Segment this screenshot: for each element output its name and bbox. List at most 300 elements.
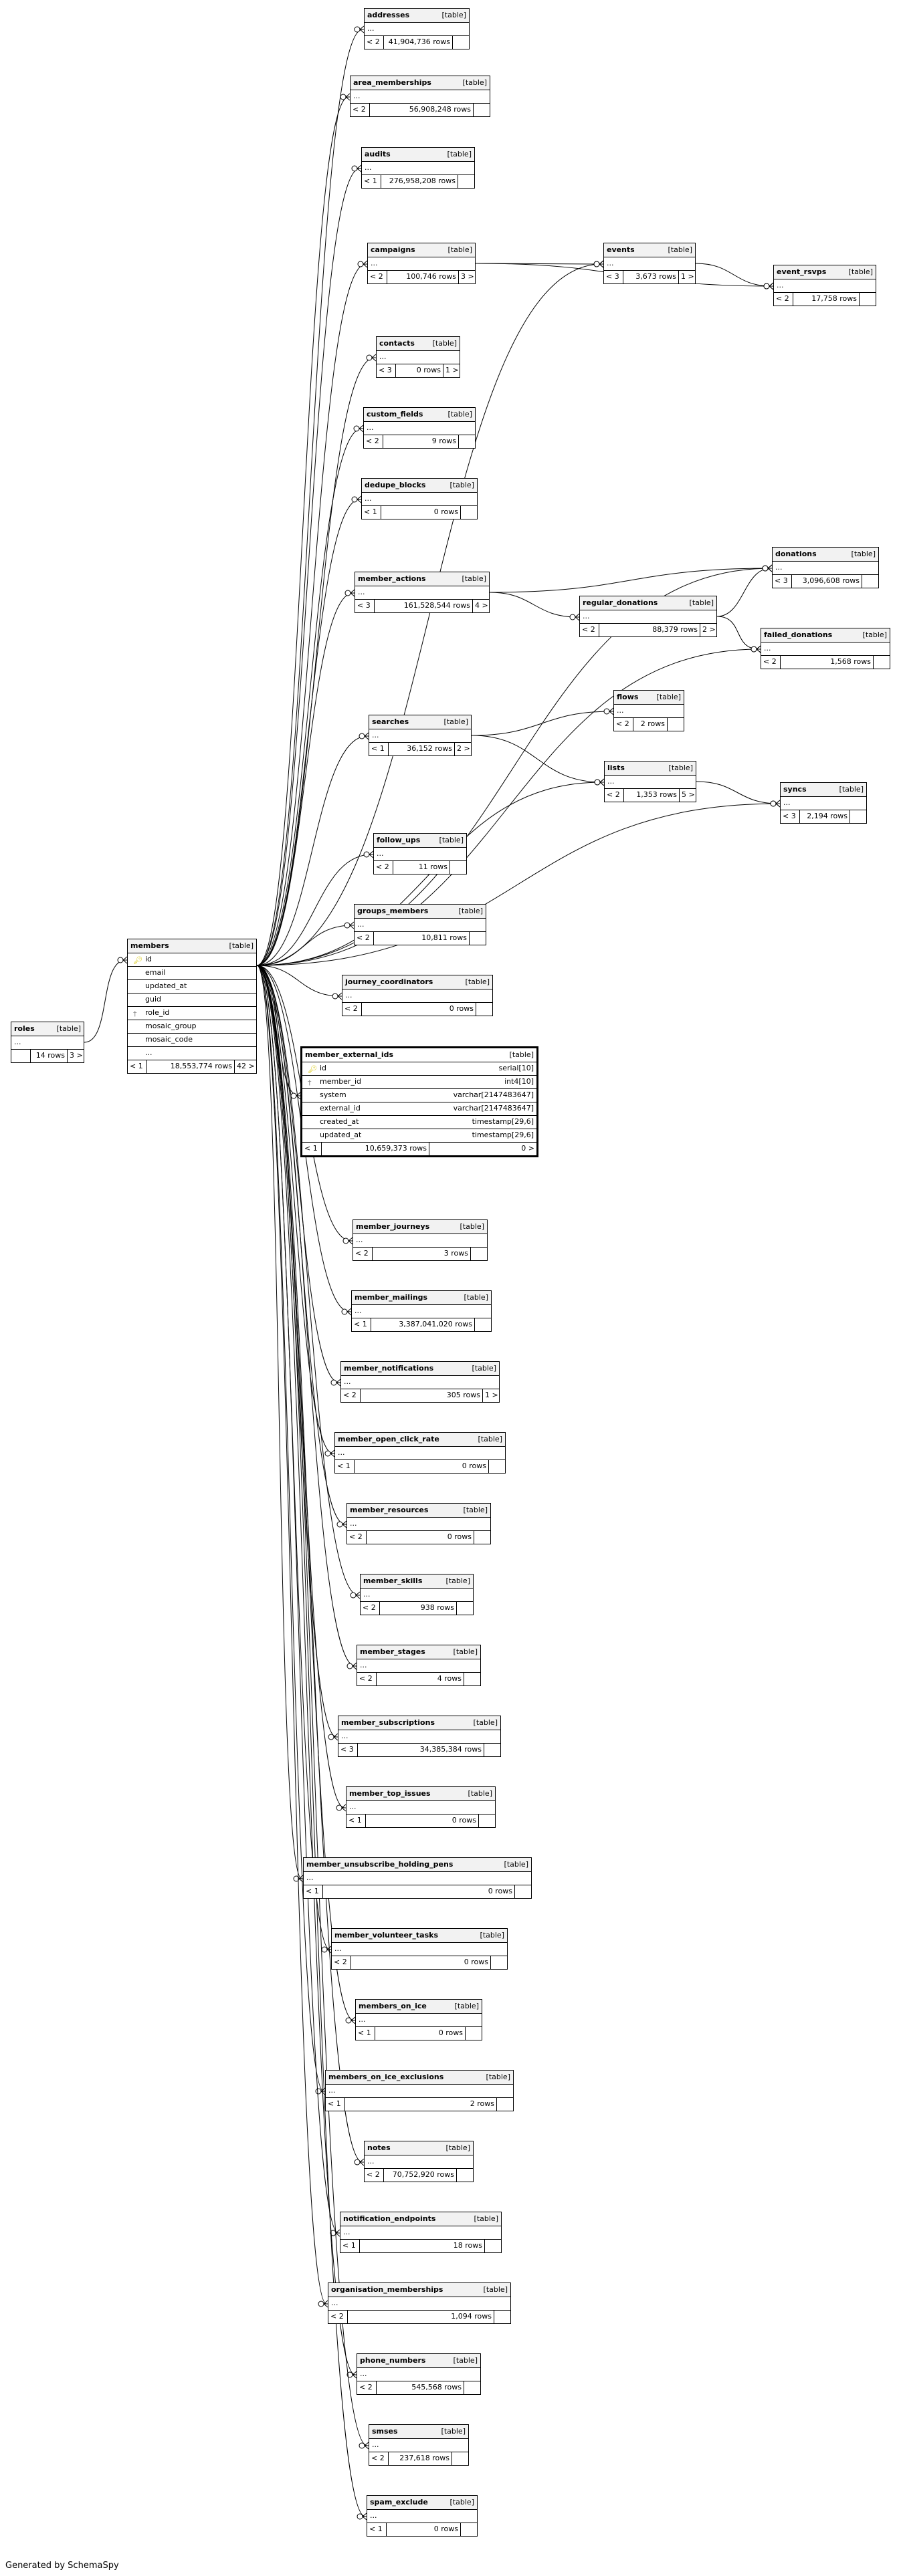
table-campaigns[interactable] bbox=[367, 243, 476, 284]
column-name bbox=[128, 980, 256, 993]
table-header bbox=[369, 2425, 468, 2438]
children-count bbox=[490, 1956, 507, 1969]
table-lists[interactable] bbox=[604, 761, 696, 802]
table-kind: [table] bbox=[458, 907, 483, 915]
crowfoot-marker bbox=[346, 2017, 355, 2024]
children-count bbox=[496, 2098, 513, 2111]
ellipsis-row bbox=[364, 421, 475, 435]
parents-count: < 1 bbox=[342, 2241, 356, 2250]
children-count bbox=[476, 1003, 492, 1016]
table-footer bbox=[355, 931, 486, 945]
table-footer bbox=[341, 1389, 499, 1402]
children-count bbox=[450, 861, 466, 874]
table-header bbox=[781, 783, 866, 796]
table-header bbox=[351, 76, 490, 90]
column-row bbox=[302, 1075, 536, 1088]
children-count bbox=[464, 1673, 480, 1685]
table-members-on-ice[interactable] bbox=[355, 1999, 482, 2040]
column-type: int4[10] bbox=[504, 1077, 534, 1086]
table-footer bbox=[605, 788, 696, 802]
row-count: 305 rows bbox=[360, 1389, 482, 1402]
crowfoot-marker bbox=[355, 26, 364, 33]
table-kind: [table] bbox=[450, 2498, 474, 2506]
parents-count: < 3 bbox=[606, 272, 619, 281]
table-name: members bbox=[130, 941, 169, 950]
ellipsis: ... bbox=[358, 588, 365, 596]
table-header bbox=[332, 1929, 507, 1942]
table-member-stages[interactable] bbox=[357, 1645, 481, 1686]
row-count: 0 rows bbox=[354, 1460, 488, 1473]
ellipsis: ... bbox=[355, 1306, 362, 1315]
table-header bbox=[128, 939, 256, 953]
parents-count: < 2 bbox=[616, 719, 629, 728]
parents-count: < 2 bbox=[370, 272, 383, 281]
ellipsis: ... bbox=[344, 1377, 351, 1386]
column-row bbox=[302, 1062, 536, 1075]
crowfoot-marker bbox=[764, 283, 773, 289]
children-count: 1 > bbox=[443, 364, 460, 377]
row-count: 0 rows bbox=[351, 1956, 490, 1969]
row-count: 10,811 rows bbox=[373, 932, 469, 945]
table-member-unsubscribe-holding-pens[interactable] bbox=[303, 1857, 532, 1899]
crowfoot-marker bbox=[291, 1092, 300, 1099]
crowfoot-marker bbox=[337, 1521, 346, 1528]
column-label: member_id bbox=[320, 1077, 362, 1086]
primary-key-icon: 🔑︎ bbox=[308, 1065, 317, 1074]
ellipsis-row bbox=[11, 1036, 84, 1049]
table-phone-numbers[interactable] bbox=[357, 2353, 481, 2395]
table-header bbox=[364, 408, 475, 421]
table-footer bbox=[342, 1002, 492, 1016]
row-count: 3 rows bbox=[372, 1248, 470, 1260]
column-label: id bbox=[145, 955, 153, 963]
parents-count: < 2 bbox=[363, 1603, 376, 1612]
footer-credit: Generated by SchemaSpy bbox=[5, 2561, 119, 2571]
column-label: updated_at bbox=[320, 1131, 362, 1139]
table-footer bbox=[362, 174, 474, 188]
table-name: member_unsubscribe_holding_pens bbox=[306, 1860, 454, 1869]
ellipsis-row bbox=[604, 257, 695, 270]
table-footer bbox=[614, 717, 684, 731]
table-smses[interactable] bbox=[369, 2424, 469, 2466]
ellipsis: ... bbox=[350, 1519, 357, 1528]
table-groups-members[interactable] bbox=[354, 904, 486, 945]
table-kind: [table] bbox=[447, 150, 472, 158]
parents-count: < 1 bbox=[364, 177, 377, 185]
crowfoot-marker bbox=[355, 2159, 364, 2165]
table-name: members_on_ice bbox=[359, 2002, 427, 2010]
table-name: member_mailings bbox=[355, 1293, 428, 1302]
column-name bbox=[128, 1007, 256, 1020]
table-name: organisation_memberships bbox=[331, 2285, 443, 2294]
ellipsis-row bbox=[773, 561, 878, 574]
crowfoot-marker bbox=[367, 354, 376, 361]
table-name: flows bbox=[617, 693, 639, 701]
children-count bbox=[470, 1248, 487, 1260]
crowfoot-marker bbox=[751, 646, 761, 653]
column-label: email bbox=[145, 968, 166, 977]
table-footer bbox=[368, 270, 475, 283]
ellipsis-row bbox=[369, 2438, 468, 2452]
table-kind: [table] bbox=[443, 717, 468, 726]
crowfoot-marker bbox=[570, 614, 579, 620]
table-organisation-memberships[interactable] bbox=[328, 2282, 511, 2324]
ellipsis: ... bbox=[372, 731, 379, 739]
ellipsis: ... bbox=[607, 777, 615, 786]
crowfoot-marker bbox=[347, 1663, 357, 1669]
row-count: 1,094 rows bbox=[347, 2311, 494, 2323]
crowfoot-marker bbox=[344, 922, 354, 929]
column-label: mosaic_code bbox=[145, 1035, 193, 1044]
children-count bbox=[469, 932, 486, 945]
parents-count: < 2 bbox=[367, 2170, 380, 2179]
table-kind: [table] bbox=[668, 245, 692, 254]
table-name: journey_coordinators bbox=[345, 977, 433, 986]
table-name: phone_numbers bbox=[360, 2356, 426, 2365]
crowfoot-marker bbox=[332, 993, 342, 1000]
parents-count: < 2 bbox=[376, 862, 389, 871]
table-syncs[interactable] bbox=[780, 782, 867, 824]
parents-count: < 2 bbox=[776, 294, 789, 303]
row-count: 0 rows bbox=[366, 1531, 474, 1544]
table-name: addresses bbox=[367, 11, 410, 19]
table-name: member_volunteer_tasks bbox=[334, 1931, 438, 1940]
table-journey-coordinators[interactable] bbox=[342, 975, 493, 1016]
foreign-key-icon: † bbox=[133, 1010, 137, 1018]
ellipsis: ... bbox=[367, 2157, 375, 2165]
ellipsis: ... bbox=[365, 163, 372, 172]
table-footer bbox=[352, 1318, 491, 1331]
ellipsis-row bbox=[362, 492, 477, 505]
table-kind: [table] bbox=[460, 1222, 484, 1231]
table-name: members_on_ice_exclusions bbox=[328, 2073, 444, 2081]
table-member-journeys[interactable] bbox=[353, 1219, 488, 1261]
row-count: 4 rows bbox=[376, 1673, 464, 1685]
row-count: 18 rows bbox=[359, 2240, 484, 2252]
children-count: 2 > bbox=[454, 743, 471, 755]
table-name: roles bbox=[14, 1024, 35, 1033]
table-name: member_open_click_rate bbox=[338, 1435, 439, 1443]
table-kind: [table] bbox=[464, 1293, 488, 1302]
table-failed-donations[interactable] bbox=[761, 628, 890, 669]
ellipsis: ... bbox=[349, 1802, 357, 1811]
table-header bbox=[357, 1645, 480, 1659]
column-label: system bbox=[320, 1090, 346, 1099]
relationship-line bbox=[257, 804, 779, 965]
table-footer bbox=[128, 1060, 256, 1073]
ellipsis: ... bbox=[353, 92, 361, 100]
row-count: 2,194 rows bbox=[799, 810, 850, 823]
column-name bbox=[128, 993, 256, 1006]
table-dedupe-blocks[interactable] bbox=[361, 478, 478, 519]
table-kind: [table] bbox=[454, 2002, 479, 2010]
crowfoot-marker bbox=[343, 1238, 353, 1244]
row-count: 56,908,248 rows bbox=[369, 104, 473, 116]
ellipsis: ... bbox=[783, 798, 791, 807]
table-kind: [table] bbox=[445, 1576, 470, 1585]
table-footer bbox=[377, 364, 460, 377]
children-count: 42 > bbox=[234, 1060, 256, 1073]
table-events[interactable] bbox=[603, 243, 696, 284]
table-members[interactable] bbox=[127, 939, 257, 1074]
parents-count: < 2 bbox=[344, 1004, 358, 1013]
parents-count: < 1 bbox=[304, 1144, 318, 1153]
column-name bbox=[128, 1047, 256, 1060]
relationship-line bbox=[257, 593, 353, 965]
table-member-subscriptions[interactable] bbox=[338, 1716, 501, 1757]
row-count: 18,553,774 rows bbox=[146, 1060, 234, 1073]
ellipsis: ... bbox=[617, 706, 624, 715]
table-member-volunteer-tasks[interactable] bbox=[331, 1928, 508, 1970]
ellipsis-row bbox=[342, 989, 492, 1002]
table-footer bbox=[374, 860, 466, 874]
table-kind: [table] bbox=[432, 339, 457, 348]
table-name: event_rsvps bbox=[777, 267, 827, 276]
column-label: role_id bbox=[145, 1008, 170, 1017]
table-custom-fields[interactable] bbox=[363, 407, 476, 449]
table-kind: [table] bbox=[474, 2214, 498, 2223]
table-header bbox=[377, 337, 460, 350]
table-kind: [table] bbox=[478, 1435, 502, 1443]
table-kind: [table] bbox=[483, 2285, 508, 2294]
ellipsis-row bbox=[365, 22, 469, 35]
table-kind: [table] bbox=[509, 1050, 534, 1059]
relationship-line bbox=[717, 616, 759, 649]
ellipsis-row bbox=[332, 1942, 507, 1956]
crowfoot-marker bbox=[763, 565, 772, 572]
table-member-actions[interactable] bbox=[355, 572, 490, 613]
relationship-line bbox=[257, 965, 333, 1453]
ellipsis-row bbox=[347, 1517, 490, 1530]
table-event-rsvps[interactable] bbox=[773, 265, 876, 306]
row-count: 1,353 rows bbox=[623, 789, 679, 802]
table-member-notifications[interactable] bbox=[340, 1361, 500, 1403]
table-regular-donations[interactable] bbox=[579, 596, 717, 637]
column-type: varchar[2147483647] bbox=[453, 1104, 534, 1113]
parents-count: < 2 bbox=[607, 790, 620, 799]
table-name: member_notifications bbox=[344, 1364, 434, 1373]
children-count bbox=[474, 1531, 490, 1544]
table-header bbox=[346, 1787, 495, 1800]
crowfoot-marker bbox=[331, 1379, 340, 1386]
children-count bbox=[460, 2523, 477, 2536]
children-count bbox=[514, 1885, 531, 1898]
row-count: 0 rows bbox=[361, 1003, 476, 1016]
table-header bbox=[367, 2496, 477, 2509]
table-addresses[interactable] bbox=[364, 8, 470, 49]
table-member-top-issues[interactable] bbox=[346, 1786, 496, 1828]
table-member-skills[interactable] bbox=[360, 1574, 474, 1615]
table-member-mailings[interactable] bbox=[351, 1290, 492, 1332]
ellipsis: ... bbox=[764, 644, 771, 653]
parents-count: < 1 bbox=[337, 1461, 351, 1470]
member-external-ids-columns bbox=[302, 1062, 536, 1142]
table-header bbox=[302, 1048, 536, 1062]
table-footer bbox=[761, 655, 890, 669]
children-count bbox=[474, 1318, 491, 1331]
table-name: member_actions bbox=[358, 574, 426, 583]
table-kind: [table] bbox=[468, 1789, 492, 1798]
column-row bbox=[128, 1020, 256, 1033]
table-contacts[interactable] bbox=[376, 336, 460, 378]
column-name bbox=[302, 1062, 536, 1075]
table-follow-ups[interactable] bbox=[373, 833, 467, 874]
table-name: lists bbox=[607, 764, 625, 772]
table-name: member_top_issues bbox=[349, 1789, 431, 1798]
crowfoot-marker bbox=[594, 261, 603, 267]
table-area-memberships[interactable] bbox=[350, 76, 490, 117]
table-footer bbox=[773, 574, 878, 588]
table-spam-exclude[interactable] bbox=[367, 2495, 478, 2537]
parents-count: < 1 bbox=[354, 1320, 367, 1328]
children-count: 1 > bbox=[678, 271, 695, 283]
row-count: 0 rows bbox=[386, 2523, 460, 2536]
table-header bbox=[362, 479, 477, 492]
table-kind: [table] bbox=[689, 598, 714, 607]
ellipsis: ... bbox=[377, 849, 384, 858]
parents-count bbox=[11, 1050, 30, 1062]
children-count bbox=[484, 1744, 500, 1756]
parents-count: < 2 bbox=[371, 2454, 385, 2462]
crowfoot-marker bbox=[325, 1450, 334, 1457]
table-footer bbox=[304, 1885, 531, 1898]
ellipsis: ... bbox=[365, 494, 372, 503]
column-name bbox=[128, 1020, 256, 1033]
crowfoot-marker bbox=[604, 708, 613, 715]
ellipsis: ... bbox=[345, 991, 353, 1000]
table-member-resources[interactable] bbox=[346, 1503, 491, 1544]
ellipsis-row bbox=[340, 2226, 501, 2239]
children-count bbox=[473, 104, 490, 116]
parents-count: < 3 bbox=[357, 601, 371, 610]
crowfoot-marker bbox=[358, 261, 367, 267]
column-name bbox=[128, 1034, 256, 1046]
ellipsis: ... bbox=[777, 281, 784, 289]
ellipsis-row bbox=[357, 2367, 480, 2381]
ellipsis-row bbox=[346, 1800, 495, 1814]
table-header bbox=[365, 2141, 473, 2155]
row-count: 0 rows bbox=[375, 2027, 465, 2040]
children-count bbox=[862, 575, 878, 588]
table-footer bbox=[365, 2168, 473, 2182]
column-label: ... bbox=[145, 1048, 153, 1057]
table-name: contacts bbox=[379, 339, 415, 348]
table-footer bbox=[365, 35, 469, 49]
table-header bbox=[604, 243, 695, 257]
table-kind: [table] bbox=[229, 941, 254, 950]
children-count: 1 > bbox=[482, 1389, 499, 1402]
table-kind: [table] bbox=[656, 693, 681, 701]
ellipsis: ... bbox=[331, 2299, 338, 2307]
table-name: member_external_ids bbox=[305, 1050, 394, 1059]
ellipsis: ... bbox=[372, 2440, 379, 2449]
children-count bbox=[452, 2452, 468, 2465]
column-row bbox=[128, 953, 256, 966]
column-name bbox=[302, 1089, 536, 1102]
ellipsis-row bbox=[367, 2509, 477, 2523]
table-flows[interactable] bbox=[613, 690, 684, 731]
table-name: donations bbox=[775, 550, 817, 558]
relationship-line bbox=[84, 960, 126, 1042]
column-name bbox=[302, 1129, 536, 1142]
parents-count: < 1 bbox=[369, 2525, 383, 2533]
table-header bbox=[355, 572, 489, 586]
column-type: serial[10] bbox=[498, 1064, 534, 1072]
relationship-line bbox=[257, 97, 348, 965]
children-count bbox=[667, 718, 684, 731]
table-donations[interactable] bbox=[772, 547, 879, 588]
table-kind: [table] bbox=[445, 2143, 470, 2152]
row-count: 36,152 rows bbox=[388, 743, 454, 755]
table-notification-endpoints[interactable] bbox=[340, 2212, 502, 2253]
ellipsis-row bbox=[341, 1375, 499, 1389]
table-footer bbox=[362, 505, 477, 519]
row-count: 161,528,544 rows bbox=[374, 600, 472, 612]
table-kind: [table] bbox=[441, 2427, 466, 2436]
row-count: 2 rows bbox=[633, 718, 667, 731]
crowfoot-marker bbox=[336, 1804, 346, 1811]
table-name: events bbox=[607, 245, 635, 254]
ellipsis: ... bbox=[360, 1661, 367, 1669]
column-row bbox=[128, 979, 256, 993]
table-footer bbox=[367, 2523, 477, 2536]
ellipsis-row bbox=[338, 1730, 500, 1743]
column-row bbox=[302, 1102, 536, 1115]
table-footer bbox=[338, 1743, 500, 1756]
parents-count: < 1 bbox=[130, 1062, 143, 1070]
relationship-line bbox=[257, 29, 363, 965]
table-name: follow_ups bbox=[377, 836, 421, 844]
column-name bbox=[302, 1102, 536, 1115]
table-kind: [table] bbox=[447, 410, 472, 419]
table-header bbox=[356, 2000, 482, 2013]
table-name: regular_donations bbox=[583, 598, 658, 607]
ellipsis-row bbox=[377, 350, 460, 364]
table-audits[interactable] bbox=[361, 147, 475, 189]
relationship-line bbox=[257, 965, 302, 1879]
table-members-on-ice-exclusions[interactable] bbox=[325, 2070, 514, 2111]
table-header bbox=[304, 1858, 531, 1871]
crowfoot-marker bbox=[364, 851, 373, 858]
row-count: 237,618 rows bbox=[388, 2452, 452, 2465]
parents-count: < 1 bbox=[328, 2099, 341, 2108]
row-count: 1,568 rows bbox=[780, 656, 873, 669]
ellipsis-row bbox=[357, 1659, 480, 1672]
table-notes[interactable] bbox=[364, 2141, 474, 2182]
table-footer bbox=[326, 2097, 513, 2111]
children-count bbox=[458, 435, 475, 448]
table-searches[interactable] bbox=[369, 715, 472, 756]
row-count: 0 rows bbox=[365, 1814, 478, 1827]
row-count: 17,758 rows bbox=[793, 293, 859, 306]
parents-count: < 2 bbox=[343, 1391, 357, 1399]
table-footer bbox=[347, 1530, 490, 1544]
relationship-line bbox=[696, 782, 779, 804]
children-count bbox=[452, 36, 469, 49]
children-count bbox=[850, 810, 866, 823]
parents-count: < 2 bbox=[357, 933, 370, 942]
table-member-open-click-rate[interactable] bbox=[334, 1432, 506, 1474]
row-count: 70,752,920 rows bbox=[383, 2169, 456, 2182]
crowfoot-marker bbox=[345, 590, 355, 596]
table-kind: [table] bbox=[453, 1647, 478, 1656]
table-kind: [table] bbox=[462, 574, 486, 583]
table-name: area_memberships bbox=[353, 78, 431, 87]
table-member-external-ids[interactable] bbox=[300, 1046, 538, 1157]
table-kind: [table] bbox=[472, 1364, 496, 1373]
ellipsis-row bbox=[351, 90, 490, 103]
table-roles[interactable] bbox=[11, 1022, 84, 1063]
